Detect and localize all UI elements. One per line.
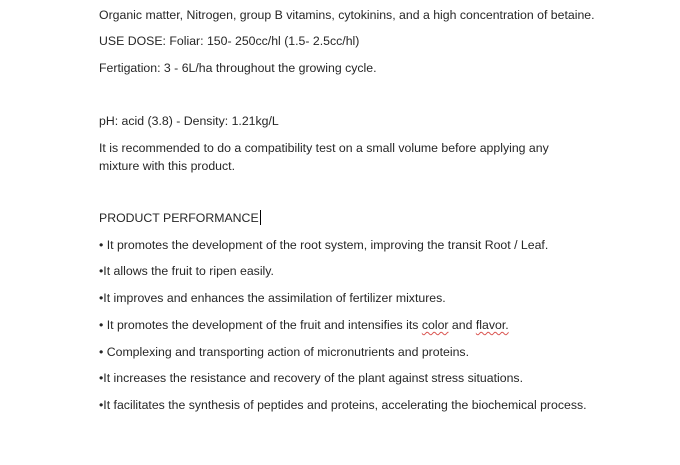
bullet-item-text: • It promotes the development of the fruit and intensifies its (99, 318, 422, 332)
fertigation-paragraph[interactable]: Fertigation: 3 - 6L/ha throughout the growing cycle. (99, 61, 377, 75)
bullet-item-synthesis[interactable]: •It facilitates the synthesis of peptides and proteins, accelerating the biochemical process. (99, 398, 587, 412)
composition-paragraph[interactable]: Organic matter, Nitrogen, group B vitamins, cytokinins, and a high concentration of betaine. (99, 8, 595, 22)
bullet-item-complexing[interactable]: • Complexing and transporting action of micronutrients and proteins. (99, 345, 469, 359)
bullet-item-ripen[interactable]: •It allows the fruit to ripen easily. (99, 264, 274, 278)
bullet-item-root-system[interactable]: • It promotes the development of the root system, improving the transit Root / Leaf. (99, 238, 549, 252)
bullet-item-fruit-development[interactable] (99, 316, 509, 334)
ph-density-paragraph[interactable]: pH: acid (3.8) - Density: 1.21kg/L (99, 114, 279, 128)
use-dose-paragraph[interactable]: USE DOSE: Foliar: 150- 250cc/hl (1.5- 2.5cc/hl) (99, 34, 360, 48)
text-cursor (260, 210, 261, 225)
bullet-item-assimilation[interactable]: •It improves and enhances the assimilation of fertilizer mixtures. (99, 291, 446, 305)
spelling-flagged-word-color[interactable]: color (421, 318, 449, 332)
bullet-item-resistance[interactable]: •It increases the resistance and recovery of the plant against stress situations. (99, 371, 523, 385)
section-heading-text: PRODUCT PERFORMANCE (99, 211, 259, 225)
bullet-item-text: and (448, 318, 476, 332)
section-heading[interactable] (99, 209, 261, 227)
spelling-flagged-word-flavor[interactable]: flavor. (475, 318, 509, 332)
recommendation-paragraph[interactable]: It is recommended to do a compatibility test on a small volume before applying any mixture with this product. (99, 141, 549, 173)
